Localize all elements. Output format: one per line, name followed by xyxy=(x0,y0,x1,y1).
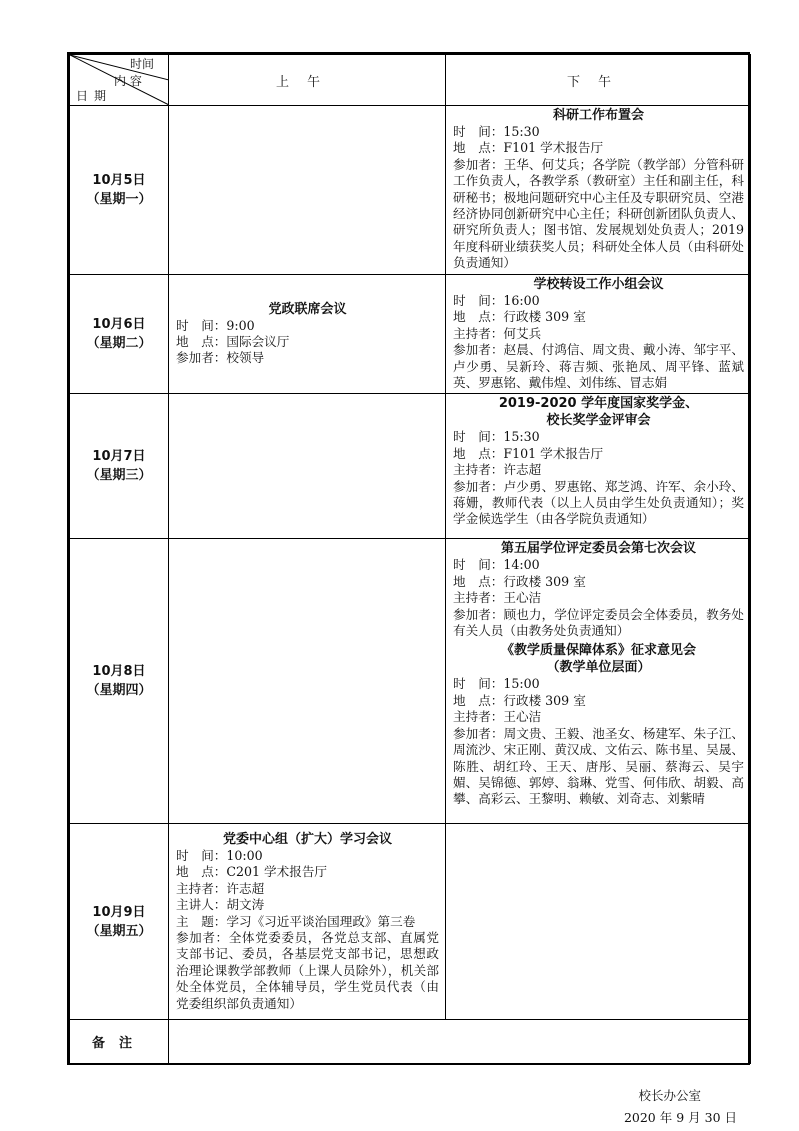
event-detail-line: 地 点：F101 学术报告厅 xyxy=(453,445,604,461)
schedule-table xyxy=(69,54,751,1064)
date-cell xyxy=(70,539,169,824)
date-label: 10月9日 xyxy=(92,904,146,920)
event-title: 党委中心组（扩大）学习会议 xyxy=(222,831,392,847)
event-title: 2019-2020 学年度国家奖学金、 xyxy=(498,396,699,412)
event-detail-line: 时 间：9:00 xyxy=(176,317,255,333)
day-row xyxy=(70,394,751,539)
event-block xyxy=(446,106,750,274)
event-block xyxy=(446,275,750,393)
event-detail-line: 地 点：F101 学术报告厅 xyxy=(453,140,604,156)
diag-time-label: 时间 xyxy=(130,57,155,71)
event-detail-line: 主持者：何艾兵 xyxy=(453,325,542,341)
event-title: 第五届学位评定委员会第七次会议 xyxy=(500,541,696,557)
afternoon-cell xyxy=(446,539,751,824)
weekday-label: （星期二） xyxy=(86,336,152,352)
date-label: 10月6日 xyxy=(92,317,146,333)
afternoon-cell xyxy=(446,106,751,275)
remark-row xyxy=(70,1020,751,1064)
event-block xyxy=(446,539,750,641)
event-title: 校长奖学金评审会 xyxy=(546,413,651,429)
event-title: （教学单位层面） xyxy=(546,660,651,676)
event-block xyxy=(169,300,445,369)
date-cell xyxy=(70,394,169,539)
morning-cell xyxy=(169,275,446,394)
event-detail-line: 主持者：许志超 xyxy=(453,462,542,478)
event-detail-line: 地 点：行政楼 309 室 xyxy=(453,573,586,589)
date-label: 10月7日 xyxy=(92,449,146,465)
day-rows xyxy=(70,106,751,1020)
morning-header: 上午 xyxy=(169,55,446,106)
date-label: 10月5日 xyxy=(92,173,146,188)
event-detail-line: 时 间：14:00 xyxy=(453,557,540,573)
event-detail-line: 参加者：周文贵、王毅、池圣女、杨建军、朱子江、周流沙、宋正刚、黄汉成、文佑云、陈书星、吴晟、陈胜、胡红玲、王天、唐彤、吴丽、蔡海云、吴宇媚、吴锦德、郭婷、翁琳、党雪、何伟欣、胡毅、高攀、高彩云、王黎明、赖敏、刘奇志、刘紫晴 xyxy=(453,725,744,807)
diag-date-label: 日期 xyxy=(76,89,113,103)
event-detail-line: 时 间：15:30 xyxy=(453,124,540,139)
event-detail-line: 主讲人：胡文涛 xyxy=(176,897,265,913)
afternoon-cell xyxy=(446,824,751,1020)
event-detail-line: 参加者：校领导 xyxy=(176,350,265,366)
event-detail-line: 地 点：国际会议厅 xyxy=(176,334,290,350)
remark-label: 备注 xyxy=(70,1020,169,1064)
morning-cell xyxy=(169,824,446,1020)
event-detail-line: 参加者：全体党委委员，各党总支部、直属党支部书记、委员，各基层党支部书记，思想政治理论课教学部教师（上课人员除外），机关部处全体党员，全体辅导员，学生党员代表（由党委组织部负责通知） xyxy=(176,929,439,1011)
morning-cell xyxy=(169,539,446,824)
date-cell xyxy=(70,106,169,275)
event-detail-line: 参加者：卢少勇、罗惠铭、郑芝鸿、许军、余小玲、蒋姗，教师代表（以上人员由学生处负责通知）；奖学金候选学生（由各学院负责通知） xyxy=(453,478,744,527)
event-detail-line: 地 点：行政楼 309 室 xyxy=(453,692,586,708)
weekday-label: （星期四） xyxy=(86,683,152,699)
afternoon-header: 下午 xyxy=(446,55,751,106)
date-label: 10月8日 xyxy=(92,664,146,680)
event-detail-line: 主持者：王心洁 xyxy=(453,709,542,725)
diag-content-label: 内 容 xyxy=(114,74,142,88)
event-detail-line: 时 间：15:00 xyxy=(453,676,540,692)
event-block xyxy=(446,641,750,809)
weekday-label: （星期三） xyxy=(86,468,152,484)
event-title: 科研工作布置会 xyxy=(552,108,644,123)
footer-office: 校长办公室 xyxy=(638,1088,701,1103)
afternoon-cell xyxy=(446,394,751,539)
event-detail-line: 主 题：学习《习近平谈治国理政》第三卷 xyxy=(176,913,416,929)
event-detail-line: 主持者：王心洁 xyxy=(453,590,542,606)
header-row xyxy=(70,55,751,106)
event-title: 党政联席会议 xyxy=(268,301,347,317)
day-row xyxy=(70,275,751,394)
event-detail-line: 参加者：顾也力，学位评定委员会全体委员，教务处有关人员（由教务处负责通知） xyxy=(453,606,744,639)
afternoon-cell xyxy=(446,275,751,394)
schedule-sheet xyxy=(67,52,750,1065)
event-detail-line: 时 间：16:00 xyxy=(453,293,540,308)
event-block xyxy=(169,830,445,1014)
weekday-label: （星期五） xyxy=(86,923,152,939)
event-title: 学校转设工作小组会议 xyxy=(533,277,664,292)
day-row xyxy=(70,824,751,1020)
diagonal-header-cell xyxy=(70,55,169,106)
event-detail-line: 主持者：许志超 xyxy=(176,880,265,896)
weekday-label: （星期一） xyxy=(86,192,152,207)
event-detail-line: 参加者：赵晨、付鸿信、周文贵、戴小涛、邹宇平、卢少勇、吴新玲、蒋吉频、张艳凤、周平锋、蓝斌英、罗惠铭、戴伟煌、刘伟练、冒志娟 xyxy=(453,342,744,391)
event-block xyxy=(446,394,750,529)
event-detail-line: 地 点：C201 学术报告厅 xyxy=(176,864,328,880)
event-detail-line: 参加者：王华、何艾兵；各学院（教学部）分管科研工作负责人，各教学系（教研室）主任和副主任，科研秘书；极地问题研究中心主任及专职研究员、空港经济协同创新研究中心主任；科研创新团队负责人、研究所负责人；图书馆、发展规划处负责人；2019 年度科研业绩获奖人员；科研处全体人员（由科研处负责通知） xyxy=(453,156,744,271)
date-cell xyxy=(70,275,169,394)
date-cell xyxy=(70,824,169,1020)
footer-date: 2020 年 9 月 30 日 xyxy=(623,1110,737,1125)
event-detail-line: 时 间：10:00 xyxy=(176,847,263,863)
remark-content xyxy=(169,1020,751,1064)
event-detail-line: 时 间：15:30 xyxy=(453,429,540,445)
day-row xyxy=(70,106,751,275)
event-title: 《教学质量保障体系》征求意见会 xyxy=(500,643,696,659)
day-row xyxy=(70,539,751,824)
morning-cell xyxy=(169,394,446,539)
event-detail-line: 地 点：行政楼 309 室 xyxy=(453,309,586,325)
morning-cell xyxy=(169,106,446,275)
